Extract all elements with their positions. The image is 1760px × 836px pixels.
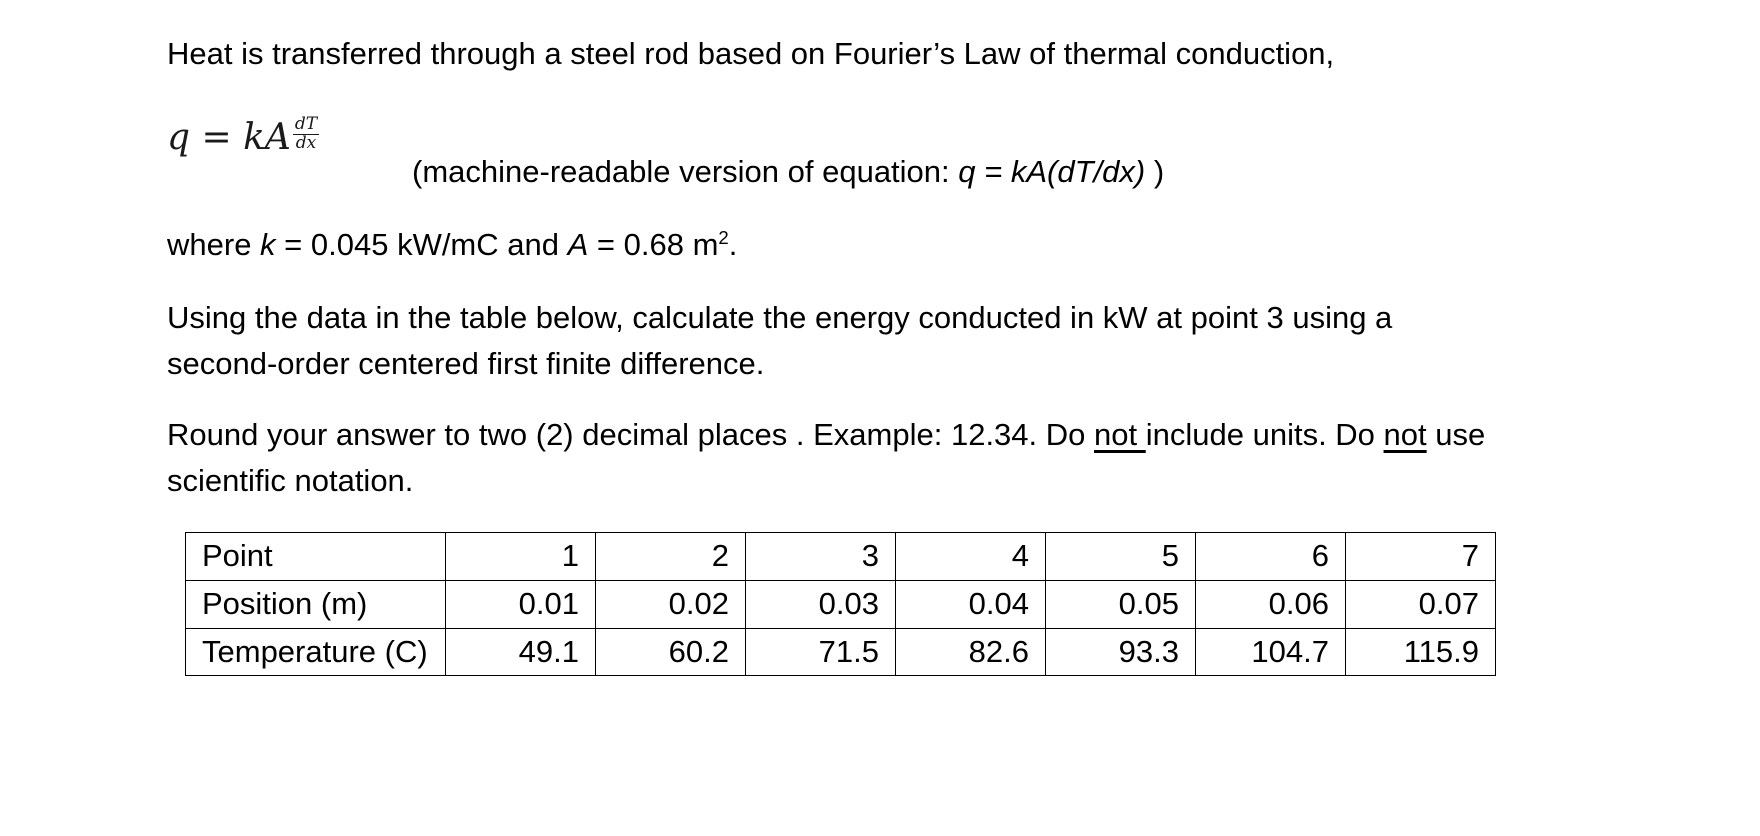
table-cell: 82.6 <box>896 628 1046 676</box>
given-end: . <box>728 227 738 262</box>
equation-equals: = <box>190 117 244 158</box>
fraction-numerator: dT <box>294 113 318 134</box>
table-cell: 0.02 <box>596 580 746 628</box>
given-values <box>167 226 738 262</box>
row-label: Temperature (C) <box>186 628 446 676</box>
equation-lhs: q <box>167 117 191 158</box>
a-symbol: A <box>567 227 589 262</box>
table-cell: 3 <box>746 533 896 581</box>
table-cell: 7 <box>1346 533 1496 581</box>
table-row <box>186 533 1496 581</box>
rounding-instructions-line-1 <box>167 419 1485 450</box>
machine-readable-equation <box>412 156 1164 187</box>
data-table <box>185 532 1496 676</box>
not-emphasis-2: not <box>1383 417 1427 452</box>
table-cell: 2 <box>596 533 746 581</box>
row-label: Position (m) <box>186 580 446 628</box>
rounding-part-2: include units. Do <box>1145 417 1384 452</box>
a-value: = 0.68 m <box>588 227 719 262</box>
table-cell: 60.2 <box>596 628 746 676</box>
given-where: where <box>167 227 261 262</box>
k-value: = 0.045 kW/mC and <box>275 227 568 262</box>
table-cell: 0.07 <box>1346 580 1496 628</box>
table-cell: 93.3 <box>1046 628 1196 676</box>
intro-text: Heat is transferred through a steel rod based on Fourier’s Law of thermal conduction, <box>167 36 1335 71</box>
rounding-part-3: use <box>1426 417 1486 452</box>
fraction-denominator: dx <box>295 132 317 153</box>
table-row <box>186 580 1496 628</box>
machine-readable-suffix: ) <box>1145 154 1165 189</box>
table-cell: 0.06 <box>1196 580 1346 628</box>
not-emphasis-1: not <box>1094 417 1146 452</box>
k-symbol: k <box>260 227 276 262</box>
table-cell: 71.5 <box>746 628 896 676</box>
table-cell: 0.01 <box>446 580 596 628</box>
task-line-1: Using the data in the table below, calculate the energy conducted in kW at point 3 using a <box>167 300 1393 335</box>
table-cell: 0.05 <box>1046 580 1196 628</box>
machine-readable-expression: q = kA(dT/dx) <box>958 154 1146 189</box>
a-exponent: 2 <box>718 226 729 248</box>
table-cell: 6 <box>1196 533 1346 581</box>
table-cell: 0.04 <box>896 580 1046 628</box>
table-cell: 1 <box>446 533 596 581</box>
table-cell: 104.7 <box>1196 628 1346 676</box>
rounding-instructions-line-2: scientific notation. <box>167 463 414 498</box>
table-cell: 0.03 <box>746 580 896 628</box>
equation-coefficient: kA <box>243 117 291 158</box>
table-cell: 49.1 <box>446 628 596 676</box>
equation-fraction <box>293 113 319 153</box>
rounding-part-1: Round your answer to two (2) decimal places . Example: 12.34. Do <box>167 417 1095 452</box>
table-row <box>186 628 1496 676</box>
table-cell: 5 <box>1046 533 1196 581</box>
row-label: Point <box>186 533 446 581</box>
table-cell: 115.9 <box>1346 628 1496 676</box>
task-line-2: second-order centered first finite difference. <box>167 346 765 381</box>
fourier-equation <box>167 113 319 158</box>
machine-readable-prefix: (machine-readable version of equation: <box>412 154 959 189</box>
table-cell: 4 <box>896 533 1046 581</box>
